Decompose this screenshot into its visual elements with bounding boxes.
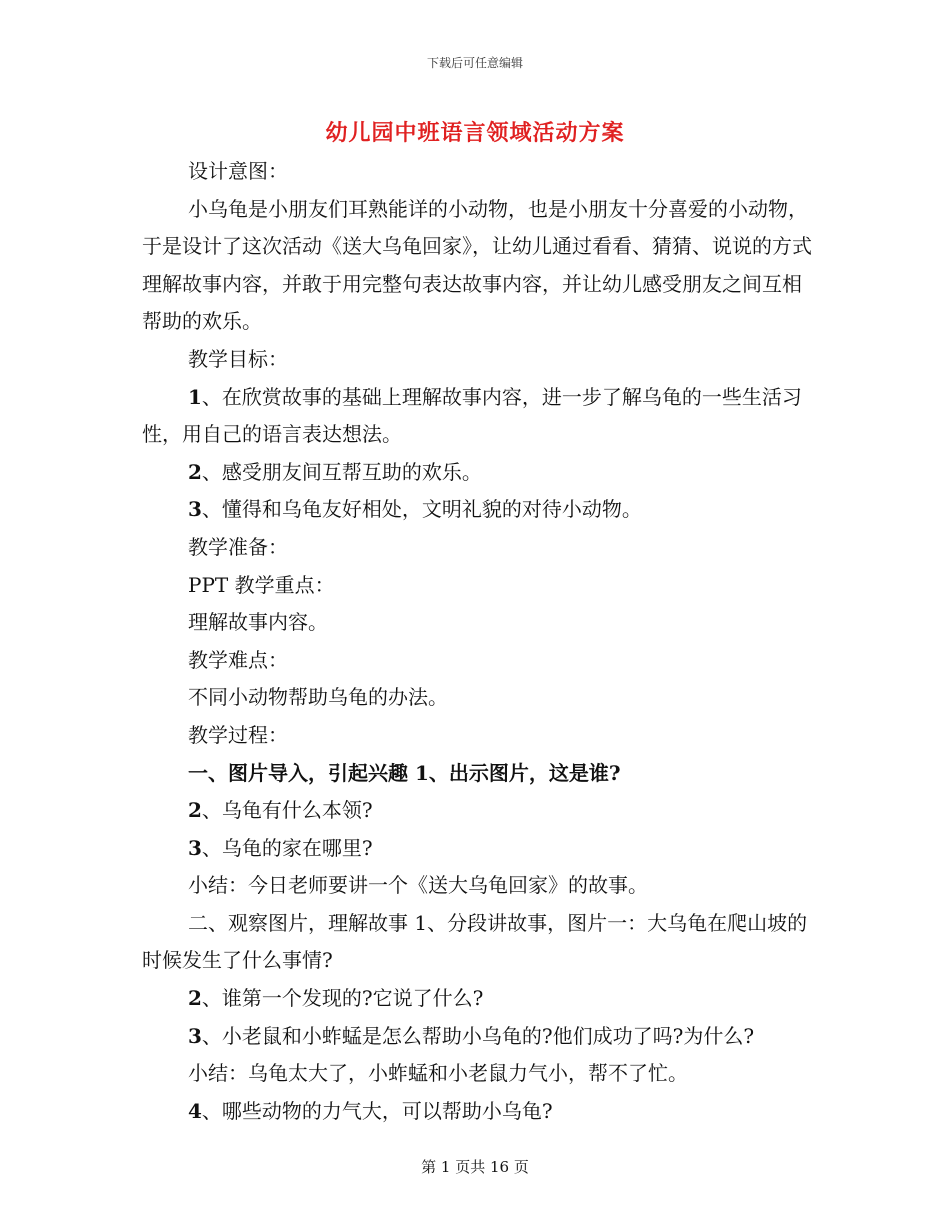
paragraph: 小结：乌龟太大了，小蚱蜢和小老鼠力气小，帮不了忙。 bbox=[188, 1061, 688, 1086]
paragraph: 教学过程： bbox=[188, 722, 288, 747]
list-number: 2 bbox=[188, 459, 202, 484]
paragraph: 理解故事内容。 bbox=[188, 610, 328, 635]
paragraph: 教学目标： bbox=[188, 346, 288, 371]
paragraph bbox=[142, 830, 812, 868]
paragraph: 小结：今日老师要讲一个《送大乌龟回家》的故事。 bbox=[188, 873, 648, 898]
paragraph-text: 、乌龟有什么本领? bbox=[201, 798, 373, 823]
list-number: 3 bbox=[188, 835, 202, 860]
list-number: 3 bbox=[188, 1023, 202, 1048]
paragraph bbox=[142, 980, 812, 1018]
section-heading: 一、图片导入，引起兴趣 1、出示图片，这是谁? bbox=[188, 760, 621, 785]
paragraph bbox=[142, 379, 812, 454]
list-number: 1 bbox=[188, 384, 202, 409]
document-body bbox=[142, 153, 812, 1130]
paragraph-text: 、哪些动物的力气大，可以帮助小乌龟? bbox=[201, 1098, 553, 1123]
paragraph bbox=[142, 792, 812, 830]
page-footer: 第 1 页共 16 页 bbox=[421, 1158, 529, 1176]
paragraph: 教学难点： bbox=[188, 647, 288, 672]
header-note: 下载后可任意编辑 bbox=[426, 56, 523, 70]
list-number: 3 bbox=[188, 497, 202, 522]
paragraph-text: 、懂得和乌龟友好相处，文明礼貌的对待小动物。 bbox=[201, 497, 642, 522]
paragraph bbox=[142, 1018, 812, 1056]
paragraph bbox=[142, 1093, 812, 1131]
paragraph-text: 、在欣赏故事的基础上理解故事内容，进一步了解乌龟的一些生活习性，用自己的语言表达想法。 bbox=[142, 384, 802, 447]
list-number: 4 bbox=[188, 1098, 202, 1123]
paragraph-text: 、乌龟的家在哪里? bbox=[201, 835, 373, 860]
paragraph bbox=[142, 491, 812, 529]
paragraph: 不同小动物帮助乌龟的办法。 bbox=[188, 685, 448, 710]
list-number: 2 bbox=[188, 798, 202, 823]
paragraph-text: 、小老鼠和小蚱蜢是怎么帮助小乌龟的?他们成功了吗?为什么? bbox=[201, 1023, 755, 1048]
paragraph: 二、观察图片，理解故事 1、分段讲故事，图片一：大乌龟在爬山坡的时候发生了什么事情? bbox=[142, 910, 808, 973]
document-title: 幼儿园中班语言领域活动方案 bbox=[325, 120, 625, 146]
paragraph bbox=[142, 454, 812, 492]
paragraph: 教学准备： bbox=[188, 534, 288, 559]
paragraph-text: 、谁第一个发现的?它说了什么? bbox=[201, 986, 484, 1011]
paragraph-text: 、感受朋友间互帮互助的欢乐。 bbox=[201, 459, 482, 484]
paragraph: 小乌龟是小朋友们耳熟能详的小动物，也是小朋友十分喜爱的小动物，于是设计了这次活动《送大乌龟回家》，让幼儿通过看看、猜猜、说说的方式理解故事内容，并敢于用完整句表达故事内容，并让幼儿感受朋友之间互相帮助的欢乐。 bbox=[142, 196, 812, 334]
paragraph: 设计意图： bbox=[188, 159, 288, 183]
paragraph: PPT 教学重点： bbox=[188, 572, 335, 597]
list-number: 2 bbox=[188, 986, 202, 1011]
